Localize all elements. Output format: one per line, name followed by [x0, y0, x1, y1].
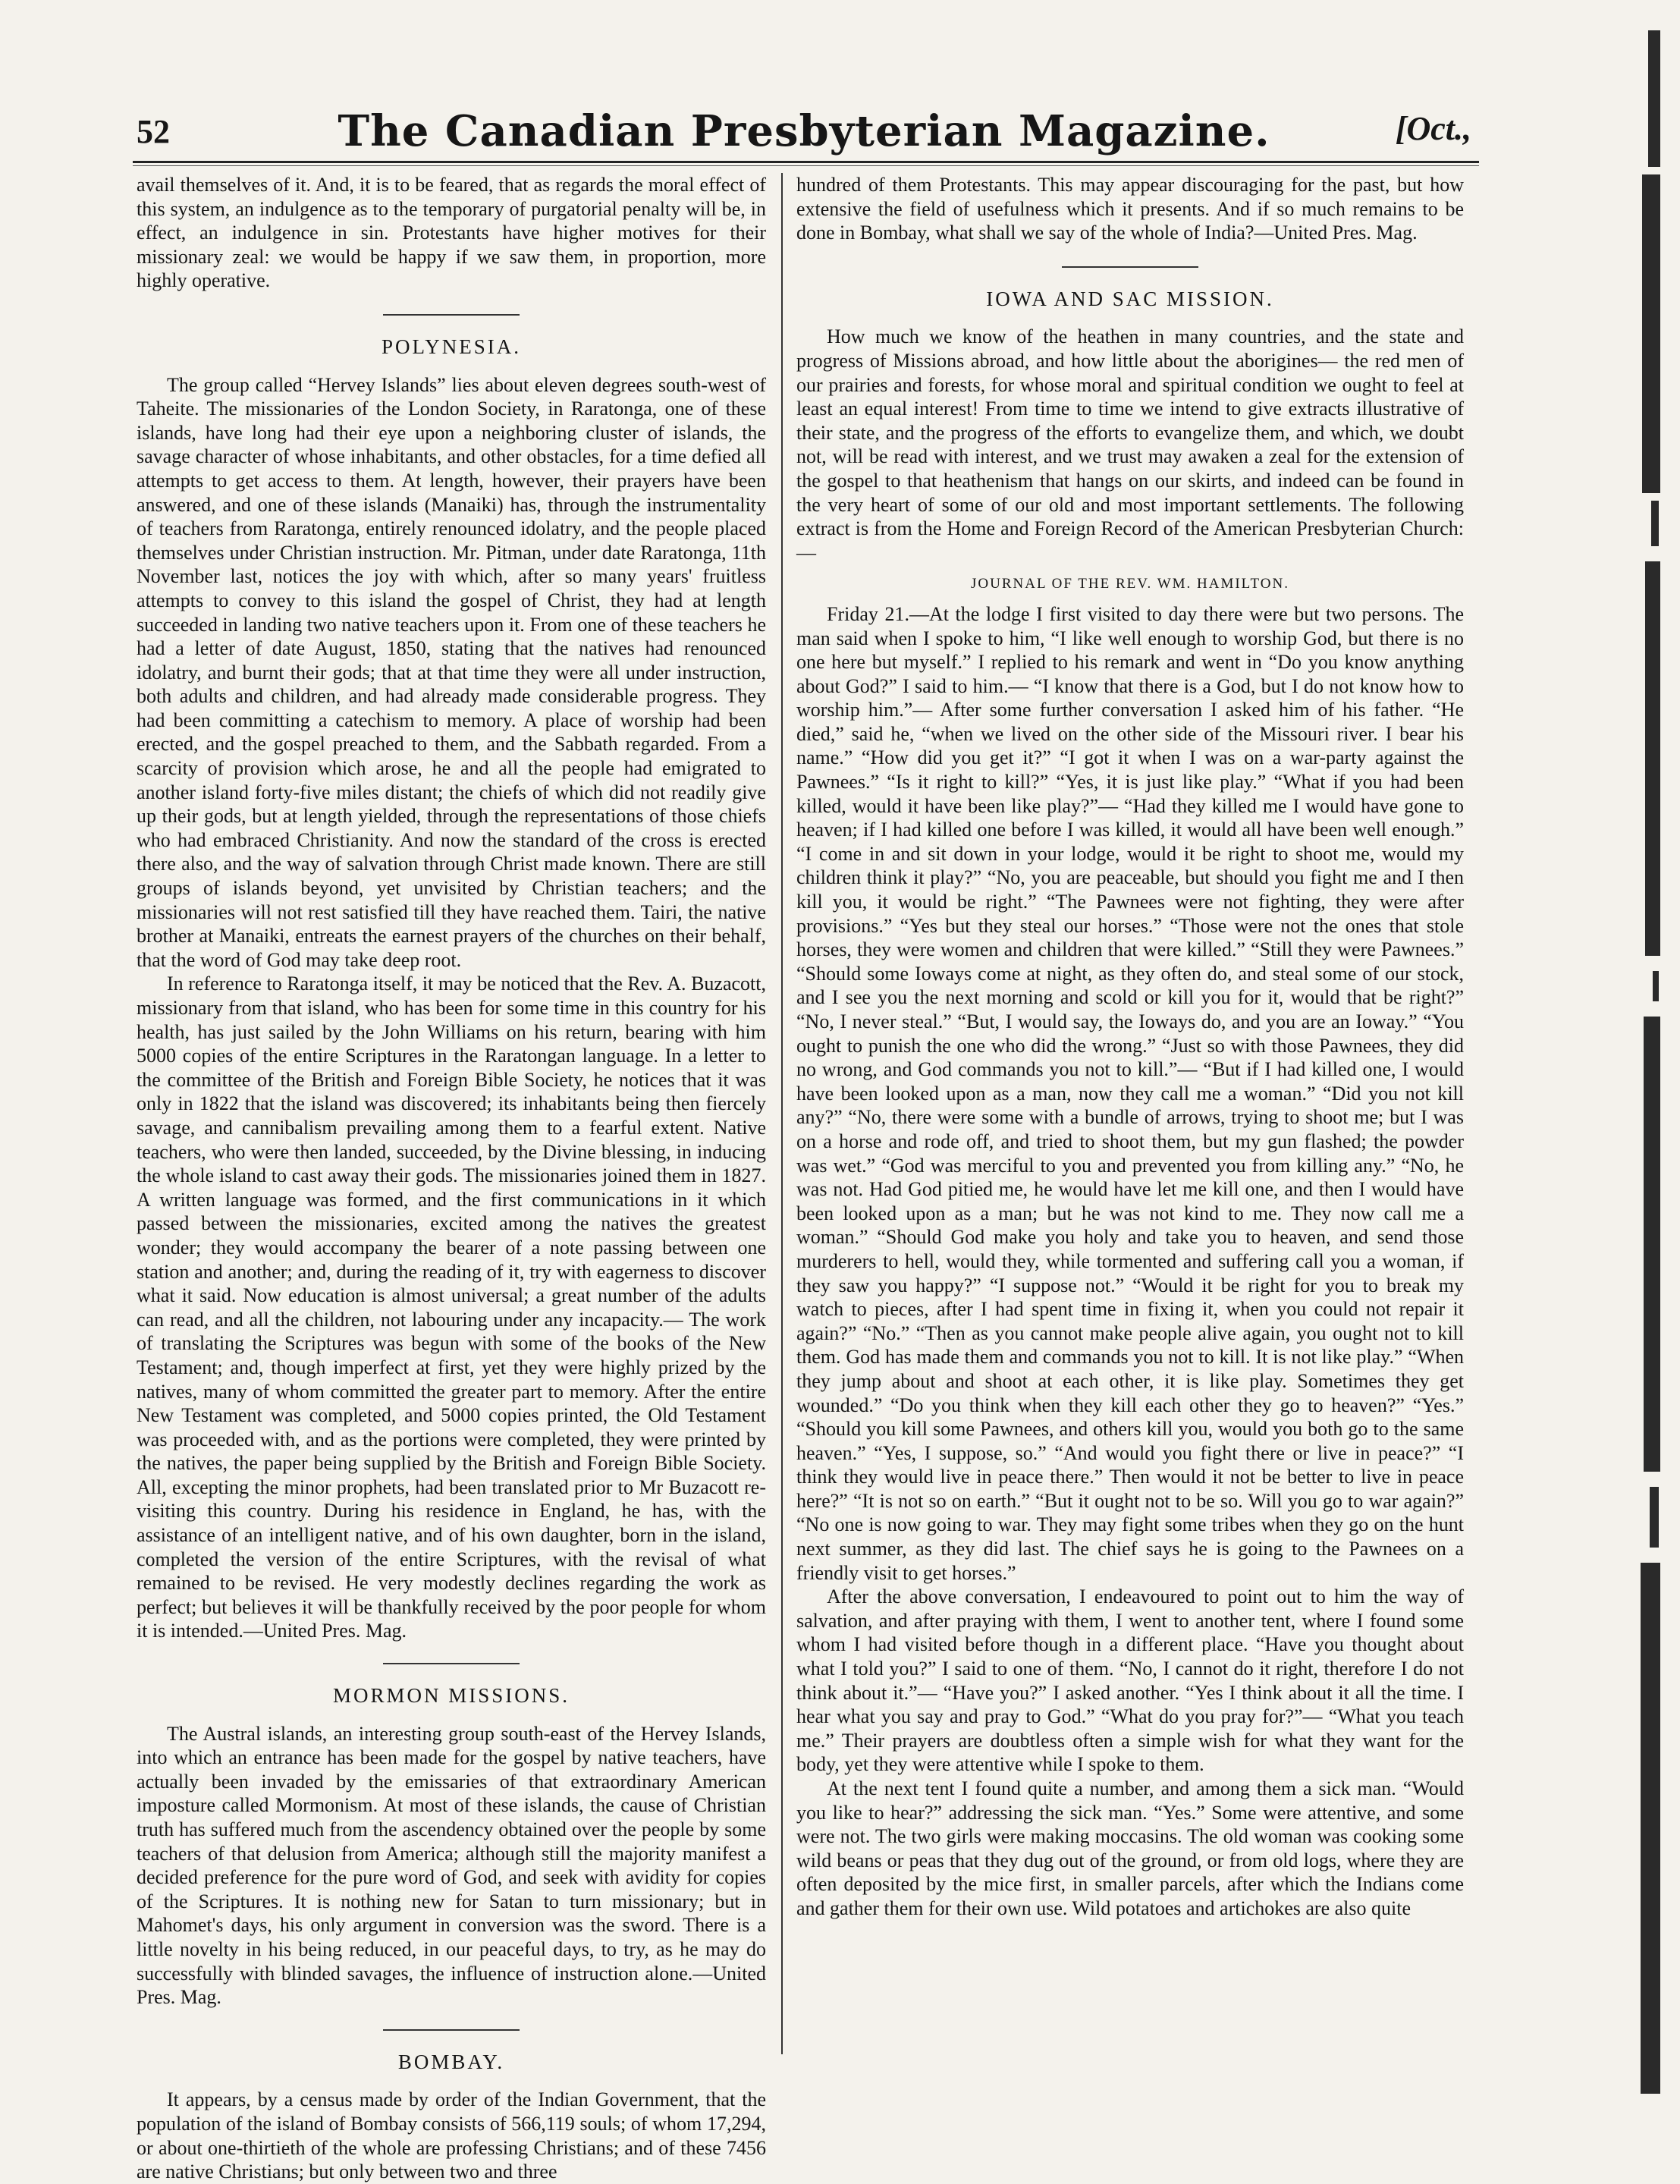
journal-paragraph-2: After the above conversation, I endeavoured to point out to him the way of salvation, and after praying with them, I went to another tent, where I found some whom I had visited before though in a different place. “Have you thought about what I told you?” I said to one of them. “No, I cannot do it right, therefore I do not think about it.”— “Have you?” I asked another. “Yes I think about it all the time. I hear what you say and pray to God.” “What do you pray for?”— “What you teach me.” Their prayers are doubtless often a simple wish for what they want for the body, yet they were attentive while I spoke to them.: [796, 1585, 1464, 1776]
mormon-paragraph-1: The Austral islands, an interesting group south-east of the Hervey Islands, into which an entrance has been made for the gospel by native teachers, have actually been invaded by the emissaries of that extraordinary American imposture called Mormonism. At most of these islands, the cause of Christian truth has suffered much from the ascendency obtained over the people by some teachers of that delusion from America; although still the majority manifest a decided preference for the pure word of God, and seek with avidity for copies of the Scriptures. It is nothing new for Satan to turn missionary; but in Mahomet's days, his only argument in conversion was the sword. There is a little novelty in his being reduced, in our peaceful days, to try, as he may do successfully with blinded savages, the influence of instruction alone.—United Pres. Mag.: [137, 1722, 766, 2009]
section-heading-polynesia: POLYNESIA.: [137, 303, 766, 373]
bombay-paragraph-1: It appears, by a census made by order of the Indian Government, that the population of the island of Bombay consists of 566,119 souls; of whom 17,294, or about one-thirtieth of the whole are professing Christians; and of these 7456 are native Christians; but only between two and three: [137, 2088, 766, 2183]
iowa-paragraph-1: How much we know of the heathen in many countries, and the state and progress of Missions abroad, and how little about the aborigines— the red men of our prairies and forests, for whose moral and spiritual condition we ought to feel at least an equal interest! From time to time we intend to give extracts illustrative of their state, and the progress of the efforts to evangelize them, and which, we doubt not, will be read with interest, and we trust may awaken a zeal for the extension of the gospel to that heathenism that hangs on our skirts, and indeed can be found in the very heart of some of our old and most important settlements. The following extract is from the Home and Foreign Record of the American Presbyterian Church:—: [796, 325, 1464, 564]
polynesia-paragraph-2: In reference to Raratonga itself, it may be noticed that the Rev. A. Buzacott, missionary from that island, who has been for some time in this country for his health, has just sailed by the John Williams on his return, bearing with him 5000 copies of the entire Scriptures in the Raratongan language. In a letter to the committee of the British and Foreign Bible Society, he notices that it was only in 1822 that the island was discovered; its inhabitants being then fiercely savage, and cannibalism prevailing among them to a fearful extent. Native teachers, who were then landed, succeeded, by the Divine blessing, in inducing the whole island to cast away their gods. The missionaries joined them in 1827. A written language was formed, and the first communications in it which passed between the missionaries, excited among the natives the greatest wonder; they would accompany the bearer of a note passing between one station and another; and, during the reading of it, try with eagerness to discover what it said. Now education is almost universal; a great number of the adults can read, and all the children, not labouring under any incapacity.— The work of translating the Scriptures was begun with some of the books of the New Testament; and, though imperfect at first, yet they were highly prized by the natives, many of whom committed the greater part to memory. After the entire New Testament was completed, and 5000 copies printed, the Old Testament was proceeded with, and as the portions were completed, they were printed by the natives, the paper being supplied by the British and Foreign Bible Society. All, excepting the minor prophets, had been translated prior to Mr Buzacott re-visiting this country. During his residence in England, he has, with the assistance of an intelligent native, and of his own daughter, born in the island, completed the version of the entire Scriptures, with the revisal of what remained to be revised. He very modestly declines regarding the work as perfect; but believes it will be thankfully received by the poor people for whom it is intended.—United Pres. Mag.: [137, 973, 766, 1642]
column-divider: [781, 173, 783, 2054]
header-rule-thin: [133, 165, 1479, 166]
journal-subheading: JOURNAL OF THE REV. WM. HAMILTON.: [971, 576, 1289, 592]
section-heading-iowa: IOWA AND SAC MISSION.: [796, 256, 1464, 325]
bombay-continuation: hundred of them Protestants. This may appear discouraging for the past, but how extensive the field of usefulness which it presents. And if so much remains to be done in Bombay, what shall we say of the whole of India?—United Pres. Mag.: [796, 174, 1464, 244]
polynesia-paragraph-1: The group called “Hervey Islands” lies about eleven degrees south-west of Taheite. The missionaries of the London Society, in Raratonga, one of these islands, have long had their eye upon a neighboring cluster of islands, the savage character of whose inhabitants, and other obstacles, for a time defied all attempts to get access to them. At length, however, their prayers have been answered, and one of these islands (Manaiki) has, through the instrumentality of teachers from Raratonga, entirely renounced idolatry, and the people placed themselves under Christian instruction. Mr. Pitman, under date Raratonga, 11th November last, notices the joy with which, after so many years' fruitless attempts to convey to this island the gospel of Christ, they had at length succeeded in landing two native teachers upon it. From one of these teachers he had a letter of date August, 1850, stating that the natives had renounced idolatry, and burnt their gods; that at that time they were all under instruction, both adults and children, and had already made considerable progress. They had been committing a catechism to memory. A place of worship had been erected, and the gospel preached to them, and the Sabbath regarded. From a scarcity of provision which arose, he and all the people had emigrated to another island forty-five miles distant; the chiefs of which did not readily give up their gods, but at length yielded, through the representations of those chiefs who had embraced Christianity. And now the standard of the cross is erected there also, and the way of salvation through Christ made known. There are still groups of islands beyond, yet unvisited by Christian teachers; and the missionaries will not rest satisfied till they have reached them. Tairi, the native brother at Manaiki, entreats the earnest prayers of the churches on their behalf, that the word of God may take deep root.: [137, 373, 766, 971]
section-heading-bombay: BOMBAY.: [137, 2019, 766, 2088]
intro-paragraph: avail themselves of it. And, it is to be feared, that as regards the moral effect of this system, an indulgence as to the temporary of purgatorial penalty will be, in effect, an indulgence in sin. Protestants have higher motives for their missionary zeal: we would be happy if we saw them, in proportion, more highly operative.: [137, 174, 766, 292]
header-rule: [133, 161, 1479, 163]
page-number: 52: [137, 113, 170, 150]
journal-paragraph-1: Friday 21.—At the lodge I first visited to day there were but two persons. The man said when I spoke to him, “I like well enough to worship God, but there is no one here but myself.” I replied to his remark and went in “Do you know anything about God?” I said to him.— “I know that there is a God, but I do not know how to worship him.”— After some further conversation I asked him of his father. “He died,” said he, “when we lived on the other side of the Missouri river. I bear his name.” “How did you get it?” “I got it when I was on a war-party against the Pawnees.” “Is it right to kill?” “Yes, it is just like play.” “What if you had been killed, would it have been like play?”— “Had they killed me I would have gone to heaven; if I had killed one before I was killed, it would all have been well enough.” “I come in and sit down in your lodge, would it be right to shoot me, would my children think it play?” “No, you are peaceable, but should you fight me and I then kill you, it would be right.” “The Pawnees were not fighting, they were after provisions.” “Yes but they steal our horses.” “Those were not the ones that stole horses, they were women and children that were killed.” “Still they were Pawnees.” “Should some Ioways come at night, as they often do, and steal some of our stock, and I see you the next morning and scold or kill you for it, would that be right?” “No, I never steal.” “But, I would say, the Ioways do, and you are an Ioway.” “You ought to punish the one who did the wrong.” “Just so with those Pawnees, they did no wrong, and God commands you not to kill.”— “But if I had killed one, I would have been looked upon as a man, now they call me a woman.” “Did you not kill any?” “No, there were some with a bundle of arrows, trying to shoot me; but I was on a horse and rode off, and tried to shoot them, but my gun flashed; the powder was wet.” “God was merciful to you and prevented you from killing any.” “No, he was not. Had God pitied me, he would have let me kill one, and then I would have been looked upon as a man; but he was not kind to me. They now call me a woman.” “Should God make you holy and take you to heaven, and send those murderers to hell, would they, while tormented and suffering call you a woman, if they saw you happy?” “I suppose not.” “Would it be right for you to break my watch to pieces, after I had spent time in fixing it, when you could not repair it again?” “No.” “Then as you cannot make people alive again, you ought not to kill them. God has made them and commands you not to kill. It is not like play.” “When they jump about and shoot at each other, it is like play. Sometimes they get wounded.” “Do you think when they kill each other they go to heaven?” “Yes.” “Should you kill some Pawnees, and others kill you, would you both go to the same heaven.” “Yes, I suppose, so.” “And would you fight there or live in peace?” “I think they would live in peace there.” Then would it not be better to live in peace here?” “It is not so on earth.” “But it ought not to be so. Will you go to war again?” “No one is now going to war. They may fight some tribes when they go on the hunt next summer, as they did last. The chief says he is going to the Pawnees on a friendly visit to get horses.”: [796, 602, 1464, 1584]
page-header: [137, 106, 1471, 167]
journal-paragraph-3: At the next tent I found quite a number, and among them a sick man. “Would you like to hear?” addressing the sick man. “Yes.” Some were attentive, and some were not. The two girls were making moccasins. The old woman was cooking some wild beans or peas that they dug out of the ground, or from old logs, where they are often deposited by the mice first, in smaller parcels, after which the Indians come and gather them for their own use. Wild potatoes and artichokes are also quite: [796, 1777, 1464, 1919]
right-column: [796, 173, 1464, 1921]
scan-binding-edge: [1634, 30, 1665, 2154]
left-column: [137, 173, 766, 2184]
section-heading-mormon: MORMON MISSIONS.: [137, 1652, 766, 1722]
masthead-title: The Canadian Presbyterian Magazine.: [338, 106, 1270, 156]
issue-month: [Oct.,: [1395, 110, 1471, 147]
